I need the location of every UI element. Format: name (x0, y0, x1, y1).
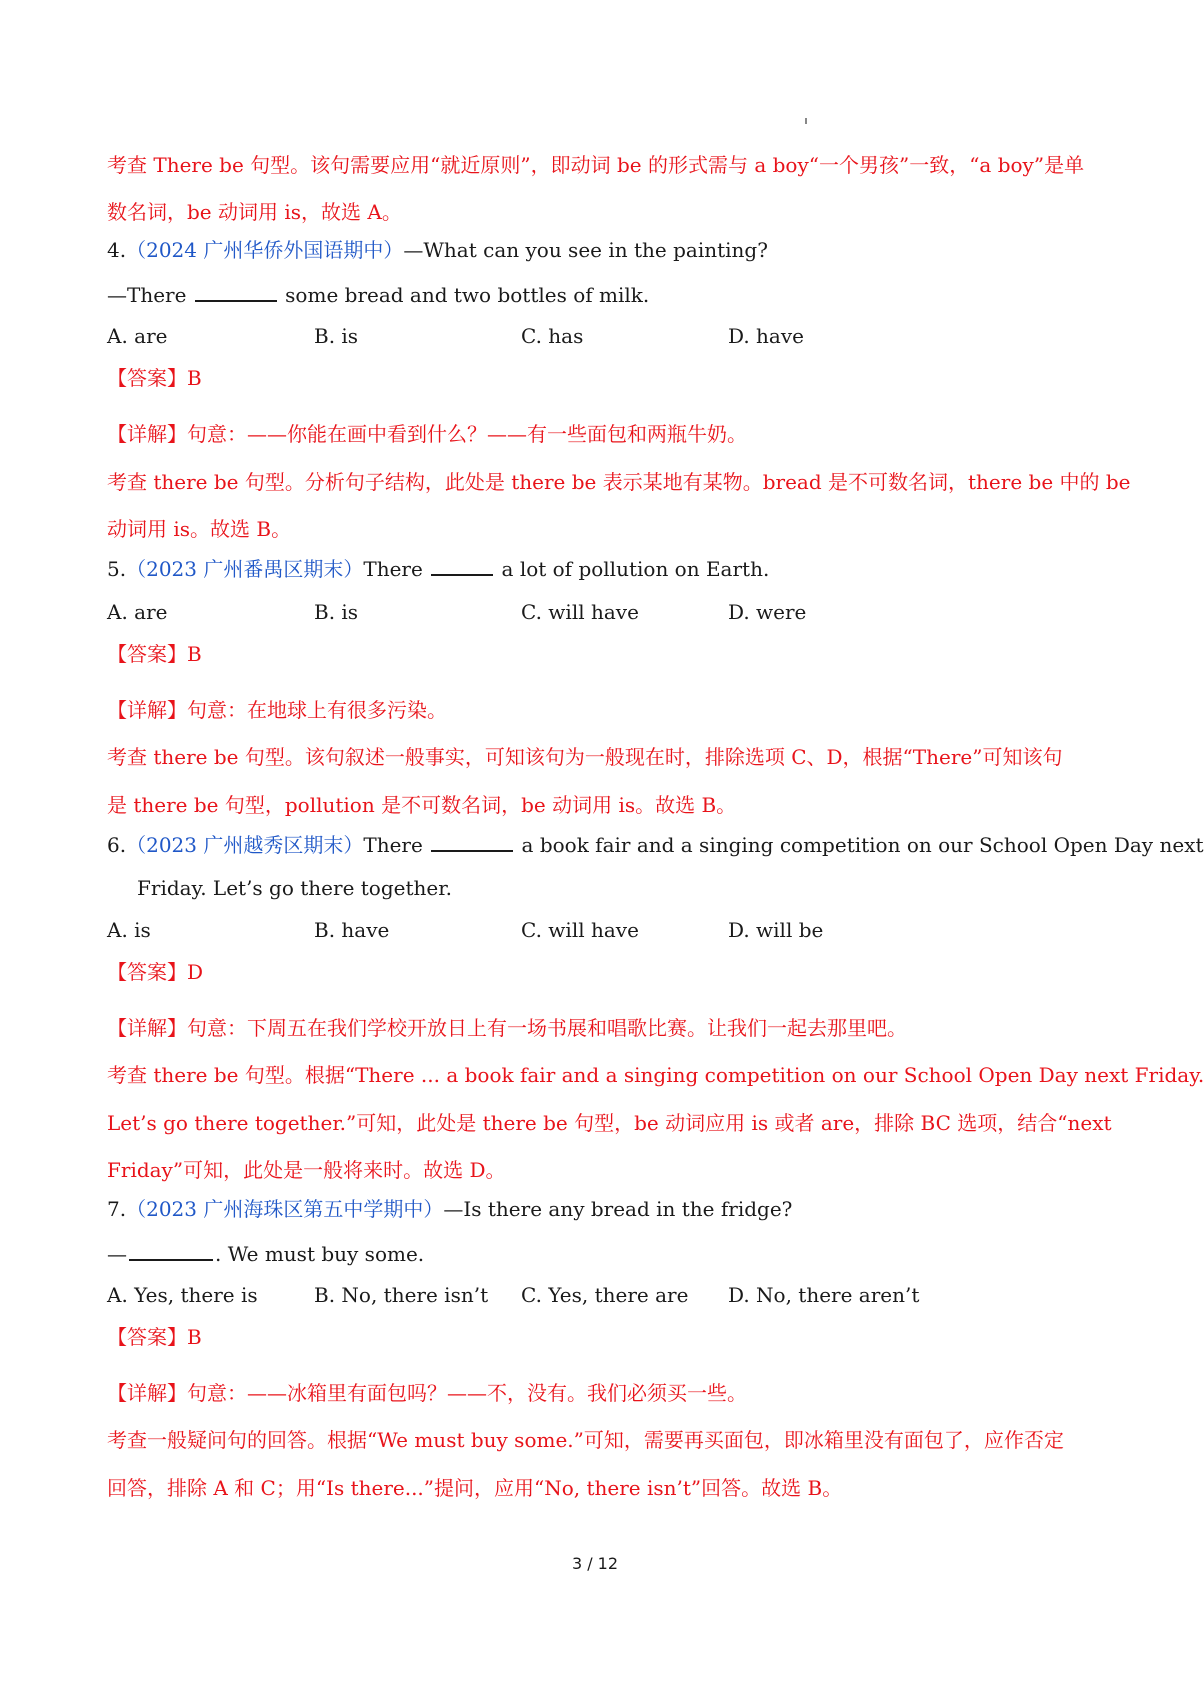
question-number: 4. (107, 238, 127, 262)
detail-meaning (107, 1014, 1092, 1042)
question-source: （2024 广州华侨外国语期中） (126, 238, 404, 262)
answer-blank (431, 554, 493, 576)
question-stem-text: —Is there any bread in the fridge? (443, 1197, 793, 1221)
stem-part-after: a lot of pollution on Earth. (501, 557, 770, 581)
explain-line: 考查 there be 句型。分析句子结构，此处是 there be 表示某地有某物。bread 是不可数名词，there be 中的 be (107, 470, 1131, 494)
explain-line: Friday”可知，此处是一般将来时。故选 D。 (107, 1158, 506, 1182)
detail-meaning-text: 句意：——你能在画中看到什么？——有一些面包和两瓶牛奶。 (187, 422, 747, 446)
stem-part-before: There (363, 833, 423, 857)
question-number: 5. (107, 557, 127, 581)
detail-label: 【详解】 (107, 698, 187, 722)
answer-label: 【答案】B (107, 642, 202, 666)
option-c: C. will have (521, 918, 639, 942)
answer-blank (195, 280, 277, 302)
question-7-stem (107, 1195, 1092, 1223)
option-c: C. will have (521, 600, 639, 624)
option-d: D. have (728, 324, 804, 348)
option-b: B. is (314, 324, 359, 348)
question-source: （2023 广州海珠区第五中学期中） (126, 1197, 444, 1221)
question-source: （2023 广州番禺区期末） (126, 557, 364, 581)
option-c: C. has (521, 324, 584, 348)
stem-part-before: There (363, 557, 423, 581)
stem-part-after: . We must buy some. (215, 1242, 425, 1266)
answer-label: 【答案】B (107, 366, 202, 390)
detail-label: 【详解】 (107, 422, 187, 446)
question-4-line-2 (107, 280, 1092, 309)
option-a: A. Yes, there is (107, 1283, 258, 1307)
explain-line: 考查一般疑问句的回答。根据“We must buy some.”可知，需要再买面包，即冰箱里没有面包了，应作否定 (107, 1428, 1064, 1452)
stem-part-after: a book fair and a singing competition on our School Open Day next (521, 833, 1204, 857)
option-a: A. are (107, 324, 168, 348)
answer-label: 【答案】B (107, 1325, 202, 1349)
option-b: B. is (314, 600, 359, 624)
page-number: 3 / 12 (571, 1554, 619, 1573)
explain-line: 考查 there be 句型。根据“There ... a book fair and a singing competition on our School Open Day next Friday. (107, 1063, 1204, 1087)
option-a: A. are (107, 600, 168, 624)
answer-label: 【答案】D (107, 960, 204, 984)
option-d: D. were (728, 600, 807, 624)
option-b: B. No, there isn’t (314, 1283, 489, 1307)
explain-line: 回答，排除 A 和 C；用“Is there...”提问，应用“No, there isn’t”回答。故选 B。 (107, 1476, 843, 1500)
explain-line: 动词用 is。故选 B。 (107, 517, 292, 541)
detail-meaning-text: 句意：下周五在我们学校开放日上有一场书展和唱歌比赛。让我们一起去那里吧。 (187, 1016, 907, 1040)
detail-label: 【详解】 (107, 1381, 187, 1405)
option-b: B. have (314, 918, 390, 942)
detail-meaning-text: 句意：——冰箱里有面包吗？——不，没有。我们必须买一些。 (187, 1381, 747, 1405)
stem-part-before: — (107, 1242, 127, 1266)
option-d: D. No, there aren’t (728, 1283, 920, 1307)
question-5-stem (107, 554, 1092, 583)
detail-meaning-text: 句意：在地球上有很多污染。 (187, 698, 447, 722)
option-a: A. is (107, 918, 151, 942)
page-mark (805, 118, 807, 124)
explain-line: 是 there be 句型，pollution 是不可数名词，be 动词用 is。故选 B。 (107, 793, 737, 817)
question-source: （2023 广州越秀区期末） (126, 833, 364, 857)
answer-blank (129, 1239, 213, 1261)
option-d: D. will be (728, 918, 824, 942)
question-stem-text: —What can you see in the painting? (403, 238, 768, 262)
question-number: 6. (107, 833, 127, 857)
detail-label: 【详解】 (107, 1016, 187, 1040)
stem-part-before: —There (107, 283, 187, 307)
question-7-line-2 (107, 1239, 1092, 1268)
detail-meaning (107, 1379, 1092, 1407)
question-4-stem (107, 236, 1092, 264)
explain-line: 考查 there be 句型。该句叙述一般事实，可知该句为一般现在时，排除选项 C、D，根据“There”可知该句 (107, 745, 1063, 769)
detail-meaning (107, 696, 1092, 724)
explain-line: Let’s go there together.”可知，此处是 there be 句型，be 动词应用 is 或者 are，排除 BC 选项，结合“next (107, 1111, 1112, 1135)
option-c: C. Yes, there are (521, 1283, 689, 1307)
answer-blank (431, 830, 513, 852)
stem-part-after: some bread and two bottles of milk. (285, 283, 650, 307)
question-number: 7. (107, 1197, 127, 1221)
prev-explain-line-1: 考查 There be 句型。该句需要应用“就近原则”，即动词 be 的形式需与 a boy“一个男孩”一致，“a boy”是单 (107, 153, 1085, 177)
question-6-stem (107, 830, 1204, 859)
question-6-stem-cont: Friday. Let’s go there together. (137, 876, 452, 900)
detail-meaning (107, 420, 1092, 448)
prev-explain-line-2: 数名词，be 动词用 is，故选 A。 (107, 200, 402, 224)
